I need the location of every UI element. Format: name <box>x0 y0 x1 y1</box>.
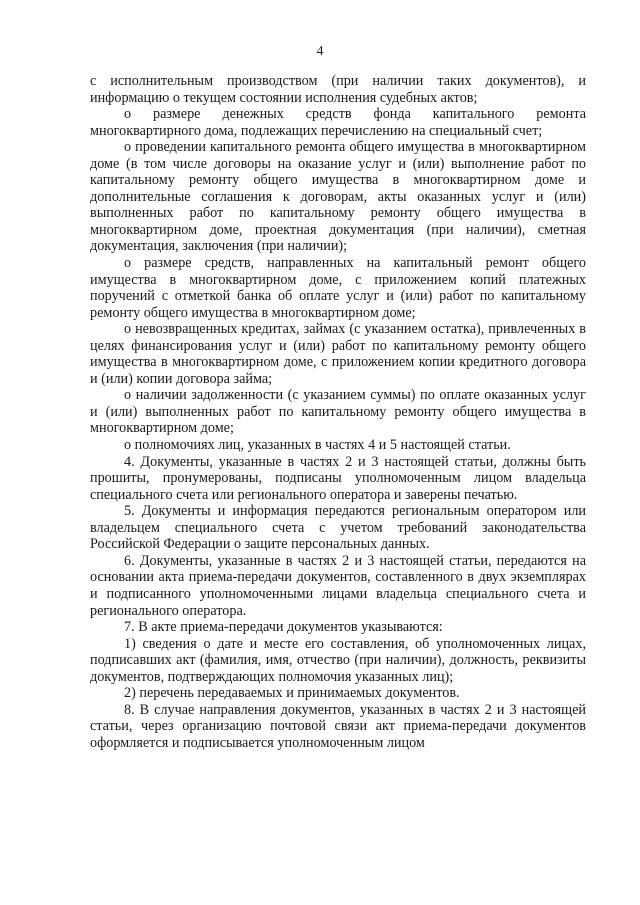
paragraph-fund-amount: о размере денежных средств фонда капитального ремонта многоквартирного дома, подлежащих перечислению на специальный счет; <box>90 106 586 139</box>
paragraph-debt: о наличии задолженности (с указанием суммы) по оплате оказанных услуг и (или) выполненных работ по капитальному ремонту общего имущества в многоквартирном доме; <box>90 387 586 437</box>
paragraph-authorities: о полномочиях лиц, указанных в частях 4 и 5 настоящей статьи. <box>124 437 511 454</box>
paragraph-item-1: 1) сведения о дате и месте его составления, об уполномоченных лицах, подписавших акт (фамилия, имя, отчество (при наличии), должность, реквизиты документов, подтверждающих полномочия указанных лиц); <box>90 635 586 685</box>
paragraph-unpaid-loans: о невозвращенных кредитах, займах (с указанием остатка), привлеченных в целях финансирования услуг и (или) работ по капитальному ремонту общего имущества в многоквартирном доме, с приложением копии кредитного договора и (или) копии договора займа; <box>90 321 586 387</box>
paragraph-section-6: 6. Документы, указанные в частях 2 и 3 настоящей статьи, передаются на основании акта приема-передачи документов, составленного в двух экземплярах и подписанного уполномоченными лицами владельца специального счета и регионального оператора. <box>90 552 586 619</box>
page-number: 4 <box>316 44 324 59</box>
paragraph-capital-repair-docs: о проведении капитального ремонта общего имущества в многоквартирном доме (в том числе договоры на оказание услуг и (или) выполнение работ по капитальному ремонту общего имущества в многоквартирном доме и дополнительные соглашения к договорам, акты оказанных услуг и (или) выполненных работ по капитальному ремонту общего имущества в многоквартирном доме, проектная документация (при наличии), сметная документация, заключения (при наличии); <box>90 139 586 255</box>
paragraph-section-4: 4. Документы, указанные в частях 2 и 3 настоящей статьи, должны быть прошиты, пронумерованы, подписаны уполномоченным лицом владельца специального счета или регионального оператора и заверены печатью. <box>90 453 586 503</box>
paragraph-court-acts: с исполнительным производством (при наличии таких документов), и информацию о текущем состоянии исполнения судебных актов; <box>90 73 586 106</box>
paragraph-section-5: 5. Документы и информация передаются региональным оператором или владельцем специального счета с учетом требований законодательства Российской Федерации о защите персональных данных. <box>90 503 586 553</box>
paragraph-item-2: 2) перечень передаваемых и принимаемых документов. <box>124 685 460 702</box>
paragraph-section-7: 7. В акте приема-передачи документов указываются: <box>124 619 443 636</box>
paragraph-section-8: 8. В случае направления документов, указанных в частях 2 и 3 настоящей статьи, через организацию почтовой связи акт приема-передачи документов оформляется и подписывается уполномоченным лицом <box>90 701 586 751</box>
paragraph-spent-funds: о размере средств, направленных на капитальный ремонт общего имущества в многоквартирном доме, с приложением копий платежных поручений с отметкой банка об оплате услуг и (или) работ по капитальному ремонту общего имущества в многоквартирном доме; <box>90 255 586 321</box>
document-body <box>90 73 586 751</box>
